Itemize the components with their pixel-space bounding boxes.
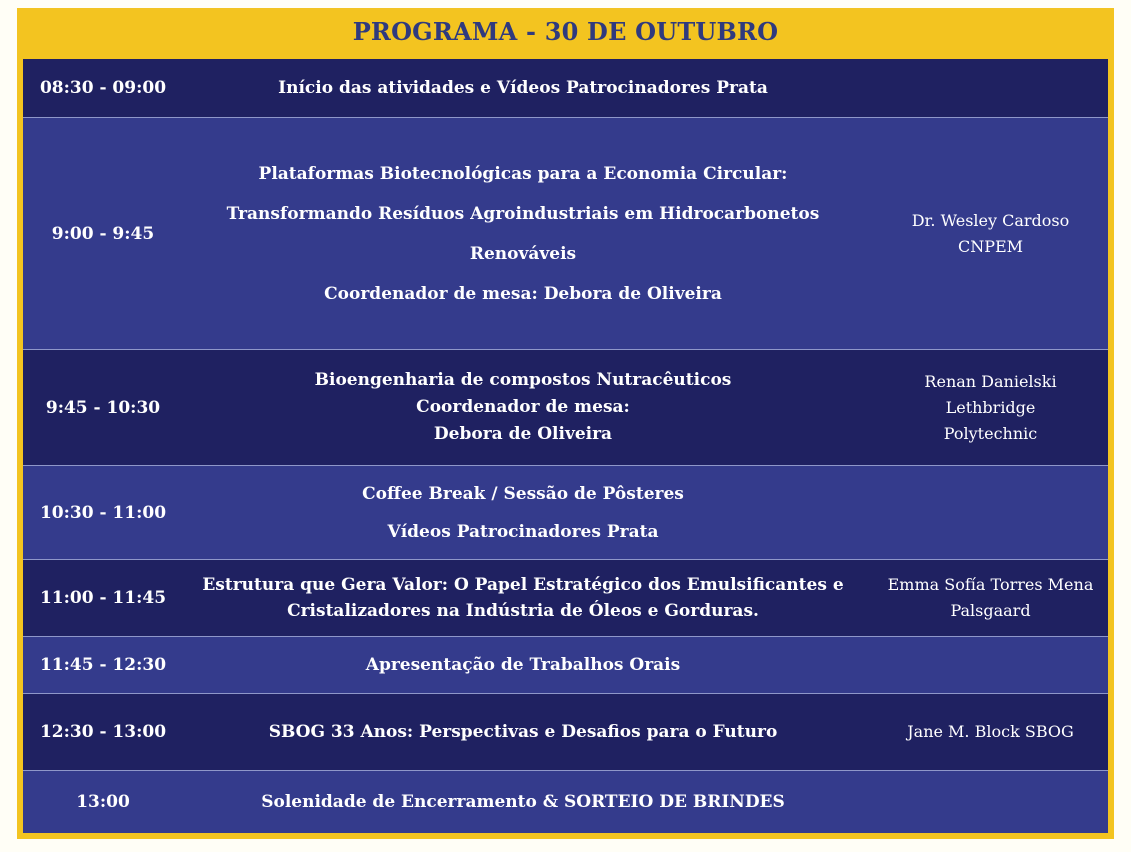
session-title: [193, 560, 853, 636]
speaker-cell: [878, 560, 1103, 636]
time-cell: 12:30 - 13:00: [39, 722, 167, 742]
session-title: [193, 694, 853, 770]
title-line: Estrutura que Gera Valor: O Papel Estratégico dos Emulsificantes e: [202, 575, 844, 595]
table-row: [23, 560, 1108, 637]
title-line: Plataformas Biotecnológicas para a Economia Circular:: [258, 163, 788, 184]
speaker-cell: [878, 59, 1103, 117]
table-row: [23, 59, 1108, 118]
title-line: Renováveis: [469, 243, 577, 264]
speaker-line: Palsgaard: [950, 601, 1031, 620]
speaker-line: Lethbridge: [945, 397, 1036, 417]
title-line: Bioengenharia de compostos Nutracêuticos: [314, 370, 732, 390]
table-row: [23, 118, 1108, 350]
speaker-cell: [878, 694, 1103, 770]
table-row: [23, 466, 1108, 560]
title-line: SBOG 33 Anos: Perspectivas e Desafios para o Futuro: [268, 722, 778, 742]
session-title: [193, 637, 853, 693]
speaker-line: Renan Danielski: [924, 371, 1057, 391]
table-row: [23, 771, 1108, 833]
speaker-line: Polytechnic: [943, 423, 1038, 443]
speaker-cell: [878, 637, 1103, 693]
speaker-line: CNPEM: [957, 236, 1024, 256]
title-line: Apresentação de Trabalhos Orais: [365, 655, 681, 675]
title-line: Vídeos Patrocinadores Prata: [387, 521, 659, 542]
title-line: Início das atividades e Vídeos Patrocinadores Prata: [278, 78, 768, 98]
title-line: Coordenador de mesa:: [416, 397, 630, 417]
title-line: Debora de Oliveira: [433, 424, 613, 444]
title-line: Cristalizadores na Indústria de Óleos e Gorduras.: [287, 601, 759, 621]
time-cell: 13:00: [76, 792, 130, 812]
speaker-cell: [878, 118, 1103, 349]
speaker-line: Dr. Wesley Cardoso: [911, 210, 1070, 230]
title-line: Solenidade de Encerramento & SORTEIO DE BRINDES: [261, 792, 785, 812]
title-line: Coordenador de mesa: Debora de Oliveira: [324, 283, 722, 304]
speaker-line: Jane M. Block SBOG: [907, 722, 1074, 741]
speaker-cell: [878, 771, 1103, 833]
time-cell: 11:45 - 12:30: [39, 655, 167, 675]
page-title: PROGRAMA - 30 DE OUTUBRO: [352, 17, 779, 46]
title-line: Coffee Break / Sessão de Pôsteres: [362, 483, 684, 504]
speaker-cell: [878, 466, 1103, 559]
speaker-cell: [878, 350, 1103, 465]
session-title: [193, 59, 853, 117]
session-title: [193, 466, 853, 559]
schedule-frame: [17, 8, 1114, 839]
session-title: [193, 771, 853, 833]
session-title: [193, 118, 853, 349]
table-row: [23, 694, 1108, 771]
time-cell: 10:30 - 11:00: [39, 502, 167, 523]
time-cell: 9:45 - 10:30: [45, 397, 161, 418]
time-cell: 11:00 - 11:45: [39, 588, 167, 608]
schedule-table: [23, 59, 1108, 833]
time-cell: 9:00 - 9:45: [51, 223, 155, 244]
speaker-line: Emma Sofía Torres Mena: [887, 575, 1094, 594]
time-cell: 08:30 - 09:00: [39, 78, 167, 98]
table-row: [23, 637, 1108, 694]
session-title: [193, 350, 853, 465]
title-line: Transformando Resíduos Agroindustriais em Hidrocarbonetos: [226, 203, 820, 224]
table-row: [23, 350, 1108, 466]
